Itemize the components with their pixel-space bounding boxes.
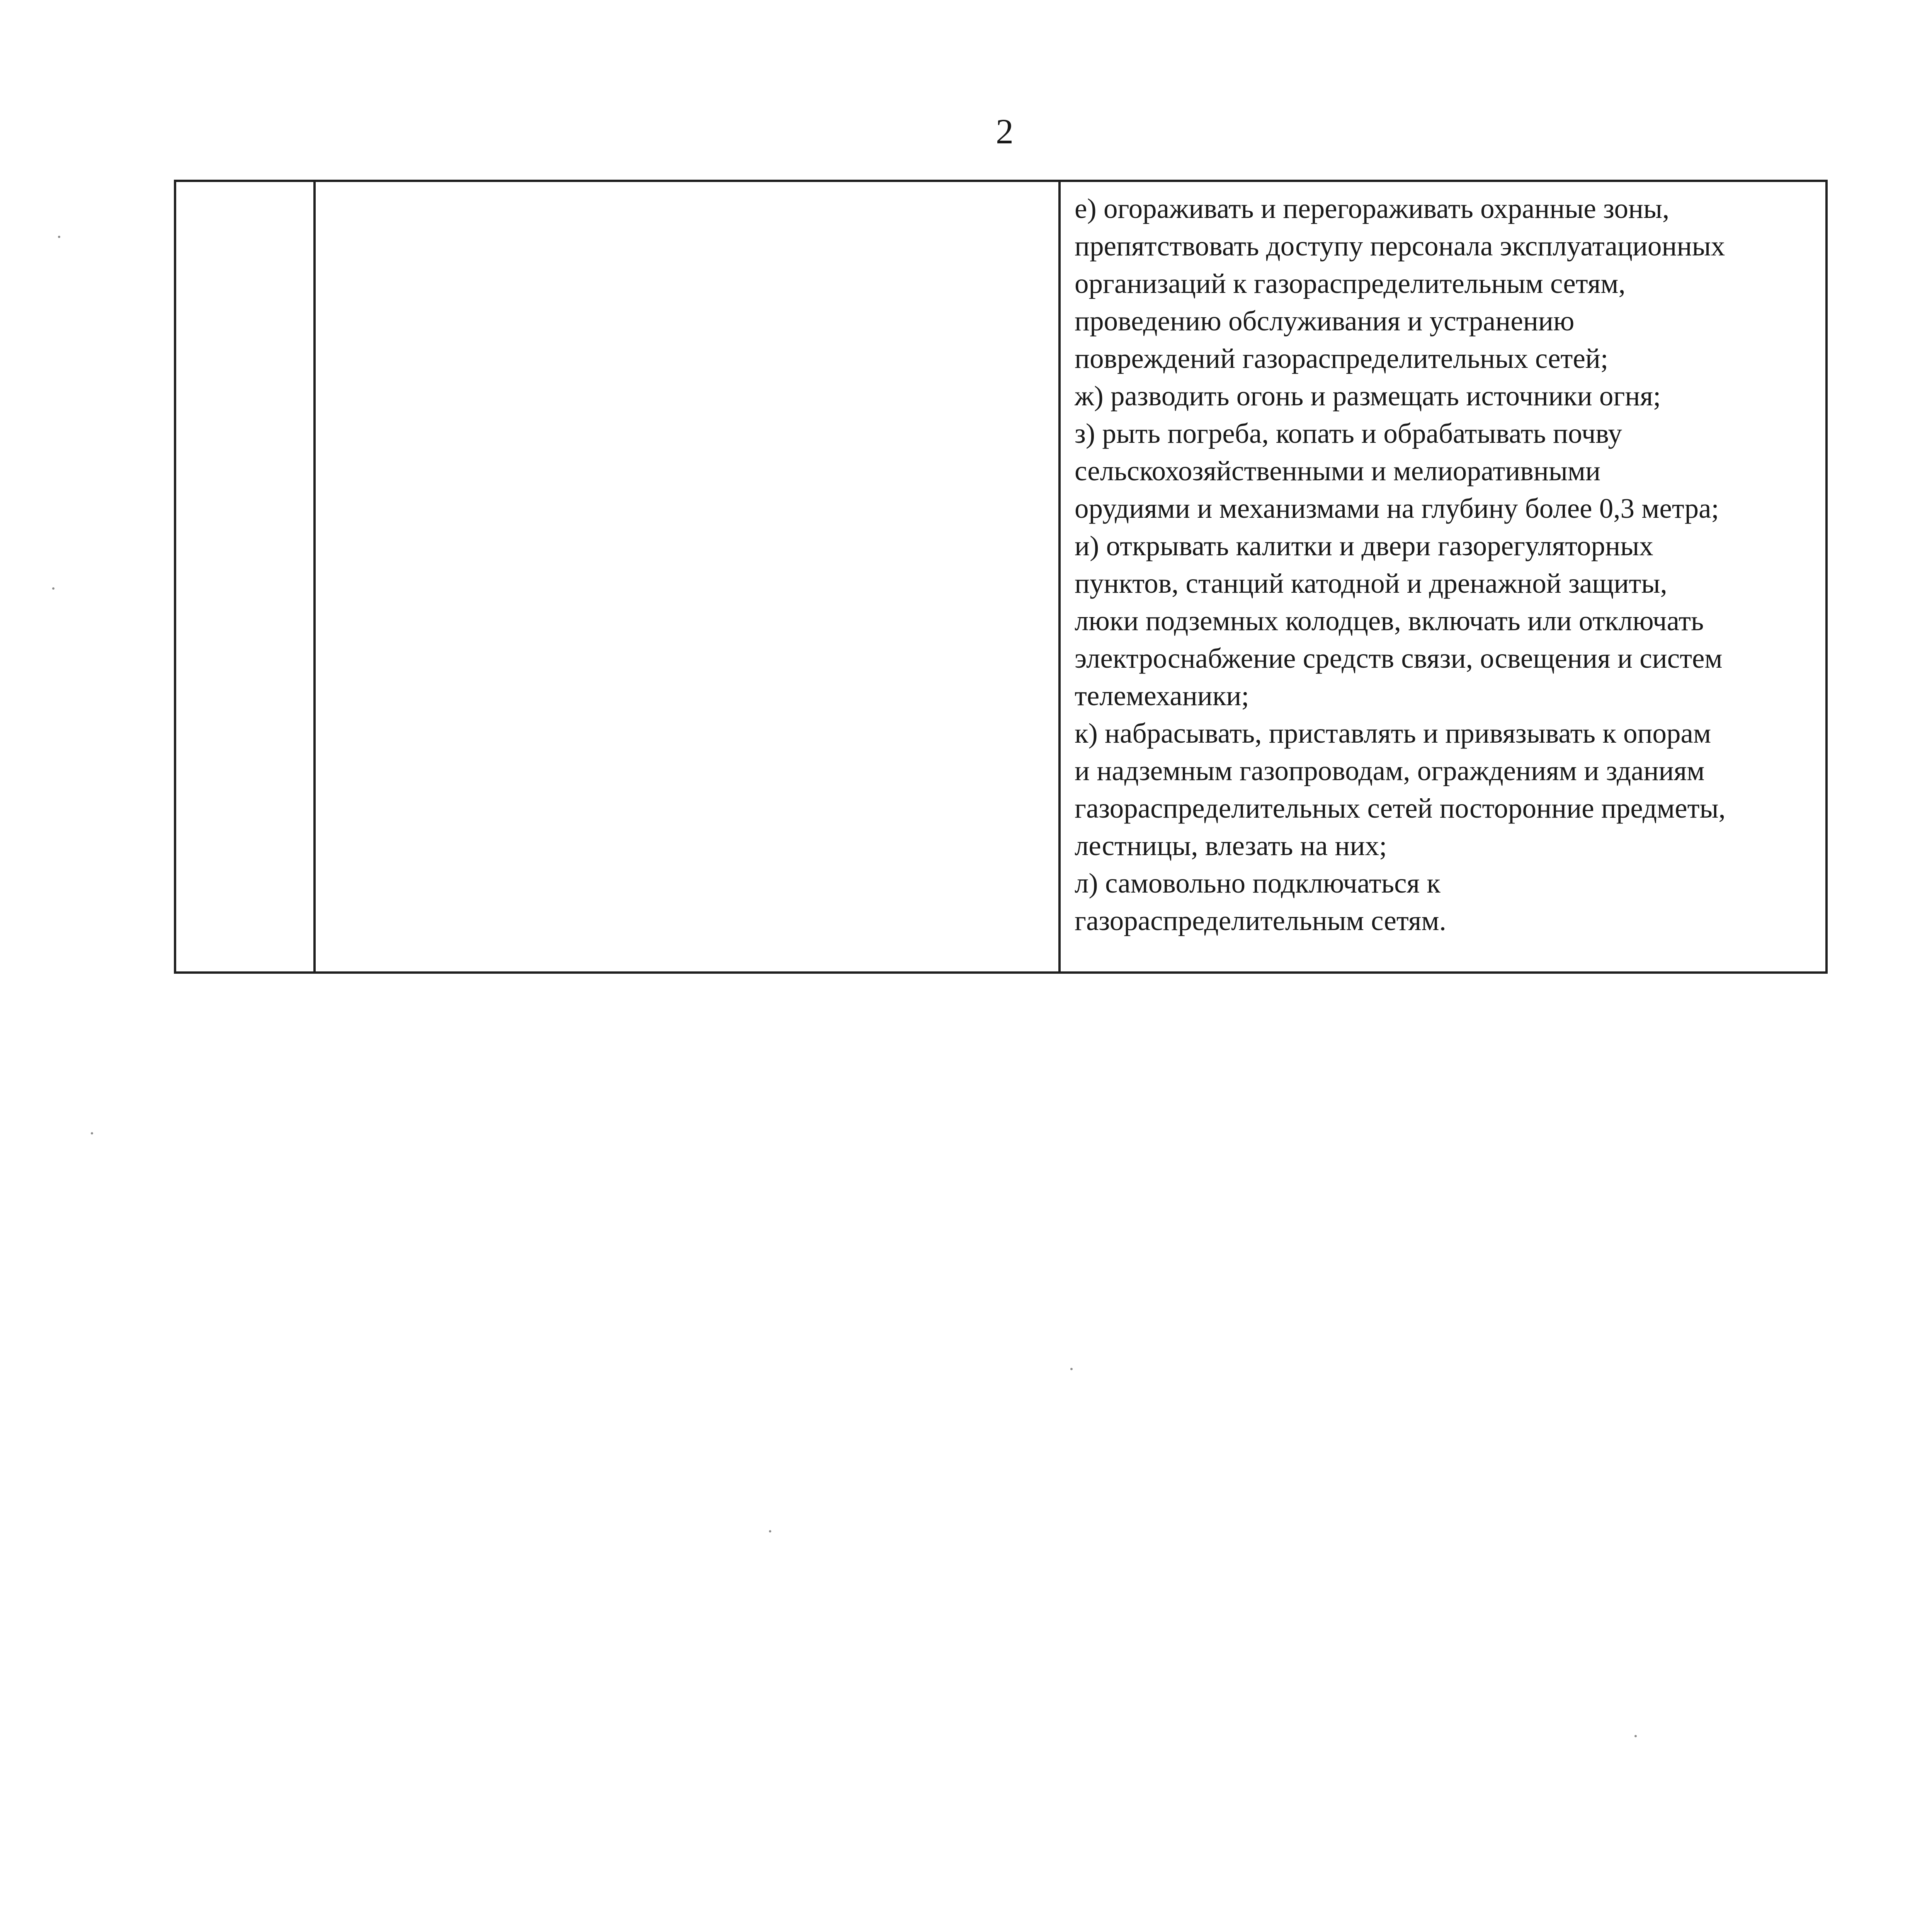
scan-speck (769, 1530, 771, 1532)
scan-speck (1070, 1368, 1073, 1370)
prohibition-item-e: е) огораживать и перегораживать охранные зоны, препятствовать доступу персонала эксплуатационных организаций к газораспределительным сетям, проведению обслуживания и устранению повреждений газораспределительных сетей; (1075, 193, 1725, 374)
scan-speck (58, 236, 60, 238)
prohibition-item-z: з) рыть погреба, копать и обрабатывать почву сельскохозяйственными и мелиоративными орудиями и механизмами на глубину более 0,3 метра; (1075, 418, 1719, 524)
page-number: 2 (996, 112, 1014, 151)
prohibition-item-l: л) самовольно подключаться к газораспределительным сетям. (1075, 867, 1446, 936)
prohibitions-list (1061, 182, 1825, 947)
scan-speck (91, 1132, 93, 1134)
prohibition-item-zh: ж) разводить огонь и размещать источники огня; (1075, 380, 1661, 412)
table-row (175, 181, 1827, 973)
prohibitions-cell (1060, 181, 1827, 973)
prohibition-item-i: и) открывать калитки и двери газорегуляторных пунктов, станций катодной и дренажной защиты, люки подземных колодцев, включать или отключать электроснабжение средств связи, освещения и систем телемеханики; (1075, 530, 1723, 711)
restrictions-table (174, 180, 1828, 974)
row-number-cell (175, 181, 315, 973)
scan-speck (52, 587, 54, 590)
scan-speck (1634, 1735, 1637, 1737)
row-name-cell (315, 181, 1060, 973)
prohibition-item-k: к) набрасывать, приставлять и привязывать к опорам и надземным газопроводам, ограждениям и зданиям газораспределительных сетей посторонние предметы, лестницы, влезать на них; (1075, 718, 1726, 861)
